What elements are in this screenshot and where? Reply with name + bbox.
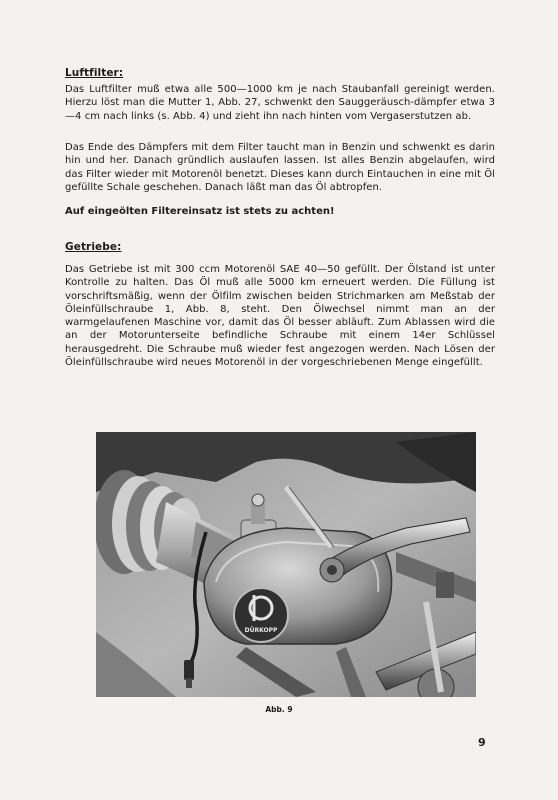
- page-number: 9: [478, 736, 486, 749]
- duerkopp-emblem: [234, 588, 288, 642]
- section-heading-getriebe: Getriebe:: [65, 241, 122, 253]
- luftfilter-warning: Auf eingeölten Filtereinsatz ist stets zu achten!: [65, 206, 335, 217]
- luftfilter-paragraph-2: Das Ende des Dämpfers mit dem Filter taucht man in Benzin und schwenkt es darin hin und her. Danach gründlich auslaufen lassen. Ist alles Benzin abgelaufen, wird das Filter wieder mit Motorenöl benetzt. Dieses kann durch Eintauchen in eine mit Öl gefüllte Schale geschehen. Danach läßt man das Öl abtropfen.: [65, 142, 495, 193]
- engine-photo: [96, 432, 476, 697]
- luftfilter-paragraph-1: Das Luftfilter muß etwa alle 500—1000 km je nach Staubanfall gereinigt werden. Hierzu löst man die Mutter 1, Abb. 27, schwenkt den Sauggeräusch-dämpfer etwa 3—4 cm nach links (s. Abb. 4) und zieht ihn nach hinten vom Vergaserstutzen ab.: [65, 84, 495, 122]
- figure-caption: Abb. 9: [265, 705, 293, 714]
- engine-illustration: [96, 432, 476, 697]
- emblem-text: DÜRKOPP: [244, 627, 278, 634]
- getriebe-paragraph: Das Getriebe ist mit 300 ccm Motorenöl SAE 40—50 gefüllt. Der Ölstand ist unter Kontrolle zu halten. Das Öl muß alle 5000 km erneuert werden. Die Füllung ist vorschriftsmäßig, wenn der Ölfilm zwischen beiden Strichmarken am Meßstab der Öleinfüllschraube 1, Abb. 8, steht. Den Ölwechsel nimmt man an der warmgelaufenen Maschine vor, damit das Öl besser abläuft. Zum Ablassen wird die an der Motorunterseite befindliche Schraube mit einem 14er Schlüssel herausgedreht. Die Schraube muß wieder fest angezogen werden. Nach Lösen der Öleinfüllschraube wird neues Motorenöl in der vorgeschriebenen Menge eingefüllt.: [65, 264, 495, 369]
- section-heading-luftfilter: Luftfilter:: [65, 67, 124, 79]
